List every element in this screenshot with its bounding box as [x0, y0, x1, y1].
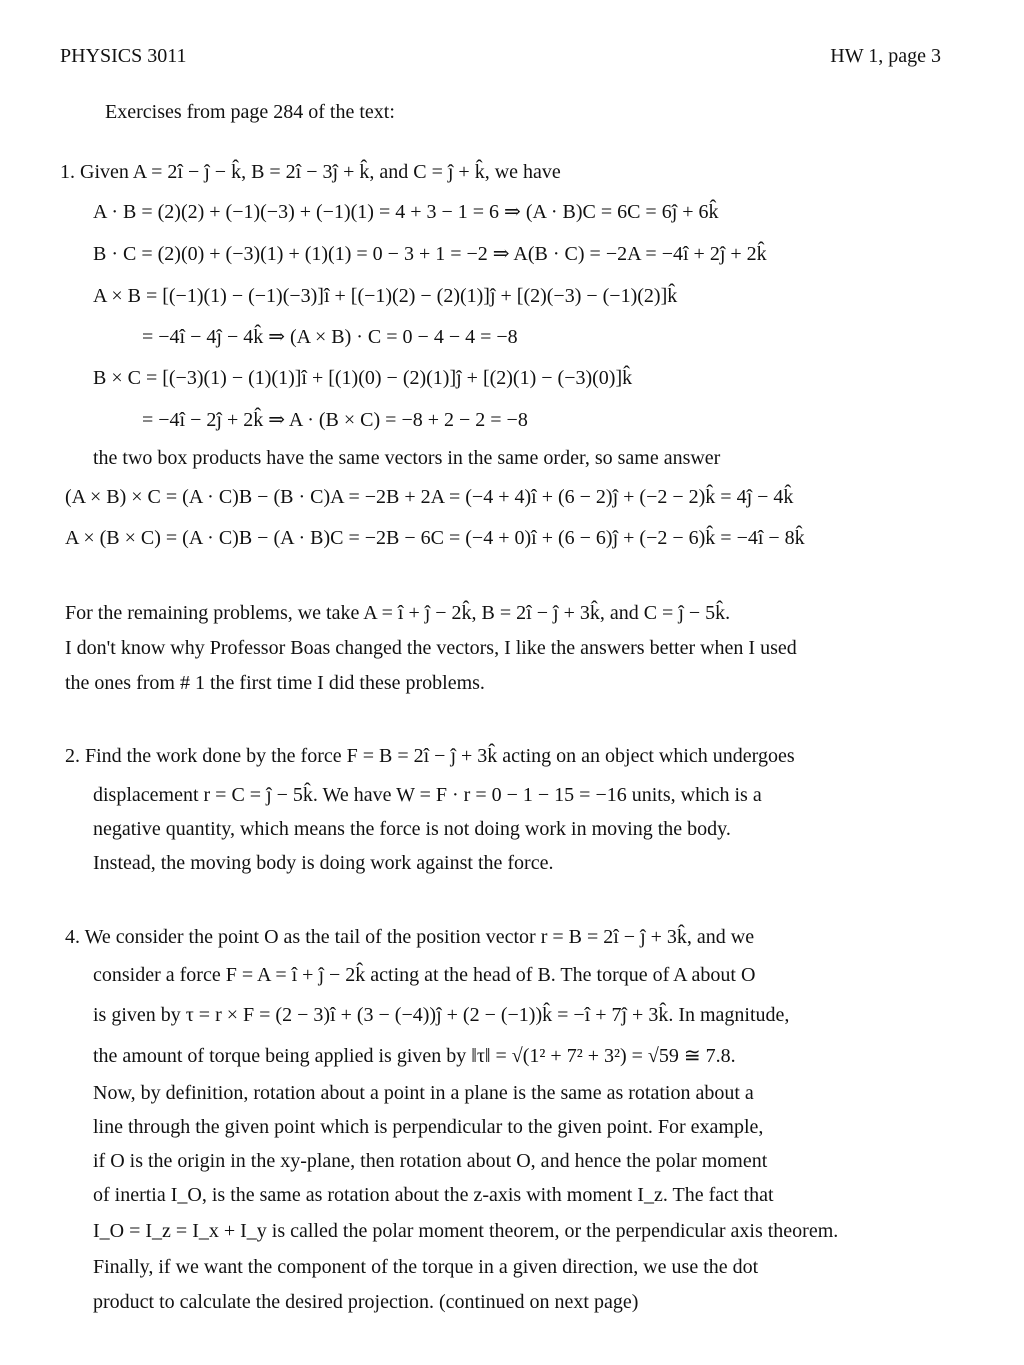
- problem-4-line-5: Now, by definition, rotation about a point in a plane is the same as rotation about a: [93, 1082, 754, 1104]
- header-left: PHYSICS 3011: [60, 45, 187, 67]
- problem-2-line-1: 2. Find the work done by the force F = B = 2î − ĵ + 3k̂ acting on an object which undergoes: [65, 745, 795, 767]
- problem-4-line-10: Finally, if we want the component of the torque in a given direction, we use the dot: [93, 1256, 759, 1278]
- problem-1-line-10: A × (B × C) = (A · C)B − (A · B)C = −2B − 6C = (−4 + 0)î + (6 − 6)ĵ + (−2 − 6)k̂ = −4î − 8k̂: [65, 527, 805, 549]
- problem-4-line-4: the amount of torque being applied is given by ‖τ‖ = √(1² + 7² + 3²) = √59 ≅ 7.8.: [93, 1045, 736, 1067]
- problem-1-line-6: B × C = [(−3)(1) − (1)(1)]î + [(1)(0) − (2)(1)]ĵ + [(2)(1) − (−3)(0)]k̂: [93, 367, 633, 389]
- problem-2-line-3: negative quantity, which means the force is not doing work in moving the body.: [93, 818, 731, 840]
- remaining-line-1: For the remaining problems, we take A = î + ĵ − 2k̂, B = 2î − ĵ + 3k̂, and C = ĵ − 5k̂.: [65, 602, 731, 624]
- problem-4-line-6: line through the given point which is perpendicular to the given point. For example,: [93, 1116, 764, 1138]
- problem-1-line-5: = −4î − 4ĵ − 4k̂ ⇒ (A × B) · C = 0 − 4 − 4 = −8: [142, 326, 518, 348]
- problem-1-line-1: 1. Given A = 2î − ĵ − k̂, B = 2î − 3ĵ + k̂, and C = ĵ + k̂, we have: [60, 161, 561, 183]
- problem-2-line-2: displacement r = C = ĵ − 5k̂. We have W = F · r = 0 − 1 − 15 = −16 units, which is a: [93, 784, 762, 806]
- problem-4-line-7: if O is the origin in the xy-plane, then rotation about O, and hence the polar moment: [93, 1150, 768, 1172]
- problem-4-line-2: consider a force F = A = î + ĵ − 2k̂ acting at the head of B. The torque of A about O: [93, 964, 756, 986]
- problem-1-line-4: A × B = [(−1)(1) − (−1)(−3)]î + [(−1)(2) − (2)(1)]ĵ + [(2)(−3) − (−1)(2)]k̂: [93, 285, 678, 307]
- problem-4-line-8: of inertia I_O, is the same as rotation about the z-axis with moment I_z. The fact that: [93, 1184, 774, 1206]
- problem-4-line-3: is given by τ = r × F = (2 − 3)î + (3 − (−4))ĵ + (2 − (−1))k̂ = −î + 7ĵ + 3k̂. In magnitude,: [93, 1004, 790, 1026]
- problem-4-line-1: 4. We consider the point O as the tail of the position vector r = B = 2î − ĵ + 3k̂, and we: [65, 926, 755, 948]
- problem-1-line-2: A · B = (2)(2) + (−1)(−3) + (−1)(1) = 4 + 3 − 1 = 6 ⇒ (A · B)C = 6C = 6ĵ + 6k̂: [93, 201, 719, 223]
- problem-1-line-7: = −4î − 2ĵ + 2k̂ ⇒ A · (B × C) = −8 + 2 − 2 = −8: [142, 409, 528, 431]
- header-right: HW 1, page 3: [830, 45, 941, 67]
- problem-1-line-3: B · C = (2)(0) + (−3)(1) + (1)(1) = 0 − 3 + 1 = −2 ⇒ A(B · C) = −2A = −4î + 2ĵ + 2k̂: [93, 243, 767, 265]
- problem-4-line-9: I_O = I_z = I_x + I_y is called the polar moment theorem, or the perpendicular axis theorem.: [93, 1220, 839, 1242]
- problem-2-line-4: Instead, the moving body is doing work against the force.: [93, 852, 554, 874]
- problem-1-line-8: the two box products have the same vectors in the same order, so same answer: [93, 447, 721, 469]
- problem-4-line-11: product to calculate the desired projection. (continued on next page): [93, 1291, 639, 1313]
- remaining-line-3: the ones from # 1 the first time I did these problems.: [65, 672, 485, 694]
- intro-line: Exercises from page 284 of the text:: [105, 101, 395, 123]
- remaining-line-2: I don't know why Professor Boas changed the vectors, I like the answers better when I used: [65, 637, 797, 659]
- problem-1-line-9: (A × B) × C = (A · C)B − (B · C)A = −2B + 2A = (−4 + 4)î + (6 − 2)ĵ + (−2 − 2)k̂ = 4ĵ − 4k̂: [65, 486, 794, 508]
